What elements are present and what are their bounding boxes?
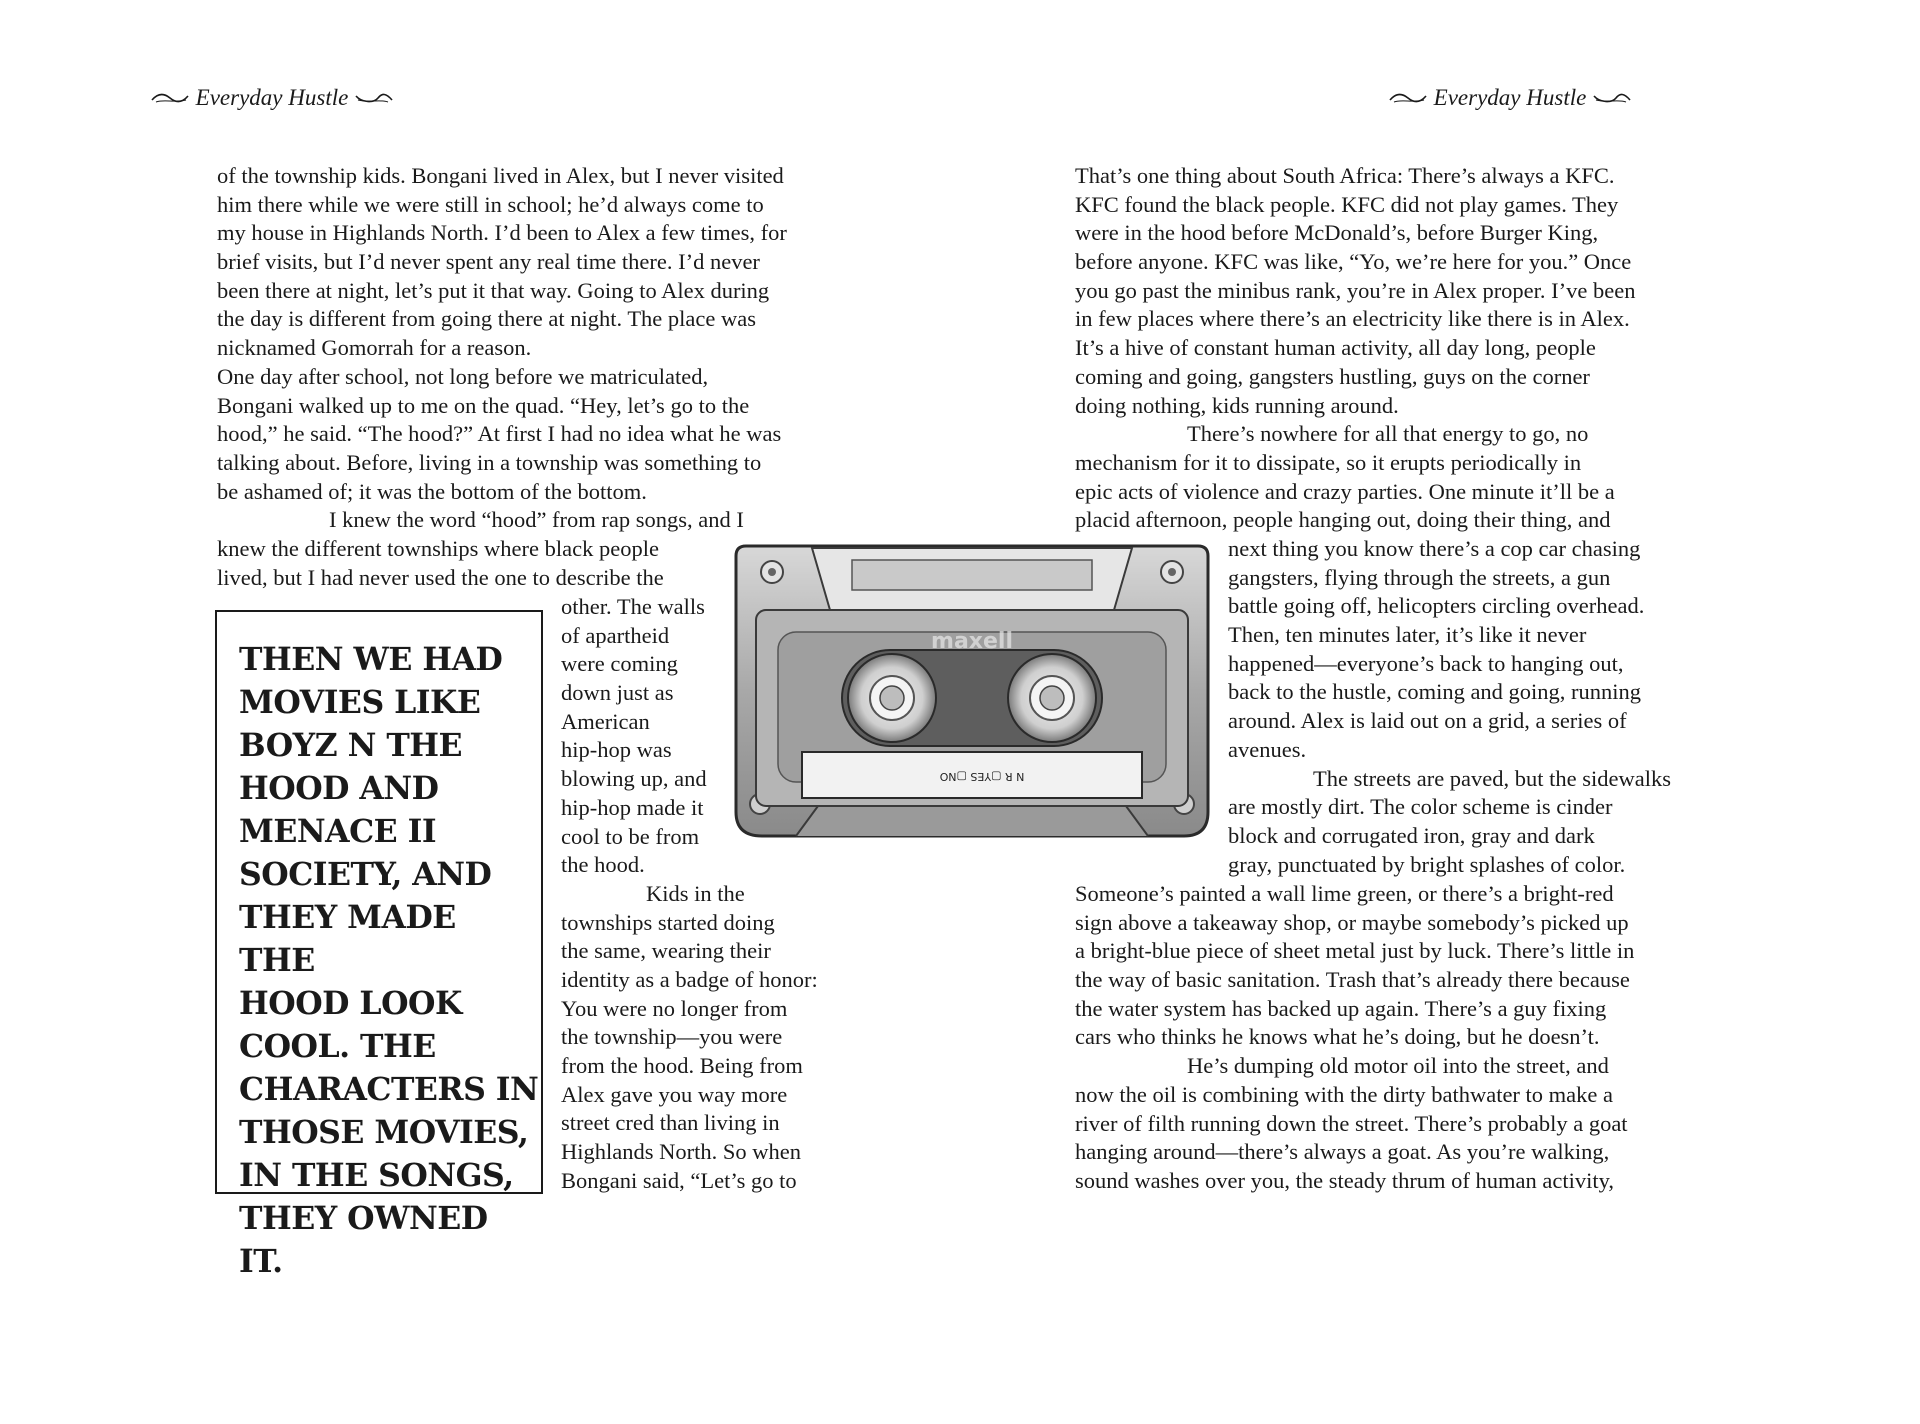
text-line: battle going off, helicopters circling overhead. (1228, 593, 1645, 619)
text-line: other. The walls (561, 594, 705, 619)
text-line: doing nothing, kids running around. (1075, 392, 1399, 418)
text-line: were coming (561, 651, 678, 677)
paragraph-wrapped (1228, 535, 1671, 879)
text-line: Alex gave you way more (561, 1081, 788, 1107)
text-line: Highlands North. So when (561, 1139, 801, 1165)
text-line: street cred than living in (561, 1110, 780, 1136)
text-line: were in the hood before McDonald’s, before Burger King, (1075, 220, 1599, 246)
text-line: The streets are paved, but the sidewalks (1313, 765, 1672, 791)
text-line: You were no longer from (561, 995, 788, 1021)
text-line: happened—everyone’s back to hanging out, (1228, 650, 1624, 676)
text-line: placid afternoon, people hanging out, doing their thing, and (1075, 507, 1611, 533)
pull-quote-box (215, 610, 543, 1280)
text-line: the water system has backed up again. There’s a guy fixing (1075, 995, 1607, 1021)
swash-ornament-icon (354, 91, 394, 105)
text-line: mechanism for it to dissipate, so it erupts periodically in (1075, 449, 1582, 475)
right-page (960, 0, 1920, 1424)
text-line: river of filth running down the street. There’s probably a goat (1075, 1110, 1628, 1136)
text-line: the hood. (561, 852, 645, 878)
text-line: brief visits, but I’d never spent any real time there. I’d never (217, 249, 760, 275)
text-line: Someone’s painted a wall lime green, or there’s a bright-red (1075, 881, 1614, 906)
text-line: hanging around—there’s always a goat. As you’re walking, (1075, 1139, 1610, 1165)
text-line: knew the different townships where black people (217, 535, 659, 561)
running-head (57, 80, 487, 116)
text-line: Kids in the (646, 880, 745, 906)
text-line: Then, ten minutes later, it’s like it never (1228, 622, 1587, 648)
text-line: you go past the minibus rank, you’re in Alex proper. I’ve been (1075, 277, 1636, 303)
text-line: Bongani walked up to me on the quad. “Hey, let’s go to the (217, 392, 750, 418)
text-line: the same, wearing their (561, 938, 771, 964)
text-line: coming and going, gangsters hustling, guys on the corner (1075, 363, 1590, 389)
paragraph (1075, 162, 1636, 535)
text-line: talking about. Before, living in a township was something to (217, 449, 762, 475)
text-line: There’s nowhere for all that energy to go, no (1187, 421, 1589, 447)
text-line: around. Alex is laid out on a grid, a series of (1228, 708, 1627, 734)
running-head-title: Everyday Hustle (195, 85, 349, 110)
cassette-brand: maxell (931, 629, 1013, 654)
text-line: hood,” he said. “The hood?” At first I had no idea what he was (217, 421, 782, 447)
text-line: cool to be from (561, 823, 700, 849)
text-line: I knew the word “hood” from rap songs, and I (329, 507, 744, 533)
running-head-title: Everyday Hustle (1433, 85, 1587, 110)
pull-quote-text: THEN WE HAD MOVIES LIKE BOYZ N THE HOOD AND MENACE II SOCIETY, AND THEY MADE THE HOOD LOOK COOL. THE CHARACTERS IN THOSE MOVIES, IN THE SONGS, THEY OWNED IT. (239, 641, 539, 1280)
text-line: epic acts of violence and crazy parties. One minute it’ll be a (1075, 478, 1615, 504)
text-line: been there at night, let’s put it that way. Going to Alex during (217, 277, 770, 303)
text-line: down just as (561, 680, 674, 706)
text-line: block and corrugated iron, gray and dark (1228, 822, 1595, 848)
text-line: in few places where there’s an electricity like there is in Alex. (1075, 306, 1630, 332)
running-head (1295, 80, 1725, 116)
swash-ornament-icon (1592, 91, 1632, 105)
text-line: the day is different from going there at night. The place was (217, 306, 757, 332)
text-line: identity as a badge of honor: (561, 966, 818, 992)
swash-ornament-icon (150, 91, 190, 105)
text-line: sign above a takeaway shop, or maybe somebody’s picked up (1075, 909, 1629, 935)
paragraph (1075, 880, 1634, 1196)
text-line: gray, punctuated by bright splashes of color. (1228, 851, 1626, 877)
text-line: my house in Highlands North. I’d been to Alex a few times, for (217, 220, 787, 246)
text-line: avenues. (1228, 736, 1307, 762)
cassette-label-text: N R ▢YES ▢NO (939, 770, 1025, 783)
text-line: sound washes over you, the steady thrum of human activity, (1075, 1167, 1615, 1193)
text-line: before anyone. KFC was like, “Yo, we’re here for you.” Once (1075, 249, 1632, 275)
text-line: next thing you know there’s a cop car chasing (1228, 536, 1641, 561)
text-line: blowing up, and (561, 766, 707, 792)
text-line: a bright-blue piece of sheet metal just by luck. There’s little in (1075, 938, 1635, 964)
swash-ornament-icon (1388, 91, 1428, 105)
text-line: of the township kids. Bongani lived in Alex, but I never visited (217, 163, 784, 188)
text-line: KFC found the black people. KFC did not play games. They (1075, 191, 1619, 217)
text-line: American (561, 708, 650, 734)
text-line: the township—you were (561, 1024, 783, 1050)
text-line: from the hood. Being from (561, 1053, 803, 1078)
text-line: back to the hustle, coming and going, running (1228, 679, 1642, 705)
text-line: He’s dumping old motor oil into the street, and (1187, 1053, 1609, 1079)
text-line: now the oil is combining with the dirty bathwater to make a (1075, 1081, 1614, 1107)
text-line: One day after school, not long before we matriculated, (217, 363, 709, 389)
text-line: It’s a hive of constant human activity, all day long, people (1075, 335, 1596, 361)
text-line: are mostly dirt. The color scheme is cinder (1228, 794, 1613, 820)
text-line: be ashamed of; it was the bottom of the bottom. (217, 478, 647, 504)
text-line: him there while we were still in school; he’d always come to (217, 191, 764, 217)
text-line: hip-hop was (561, 737, 672, 763)
text-line: gangsters, flying through the streets, a gun (1228, 564, 1611, 590)
text-line: Bongani said, “Let’s go to (561, 1167, 797, 1193)
text-line: townships started doing (561, 909, 775, 935)
text-line: hip-hop made it (561, 794, 704, 820)
text-line: of apartheid (561, 622, 670, 648)
text-line: lived, but I had never used the one to describe the (217, 564, 664, 590)
text-line: That’s one thing about South Africa: There’s always a KFC. (1075, 163, 1615, 188)
text-line: the way of basic sanitation. Trash that’s already there because (1075, 967, 1630, 993)
paragraph (217, 162, 787, 592)
text-line: cars who thinks he knows what he’s doing, but he doesn’t. (1075, 1024, 1600, 1050)
text-line: nicknamed Gomorrah for a reason. (217, 335, 532, 361)
